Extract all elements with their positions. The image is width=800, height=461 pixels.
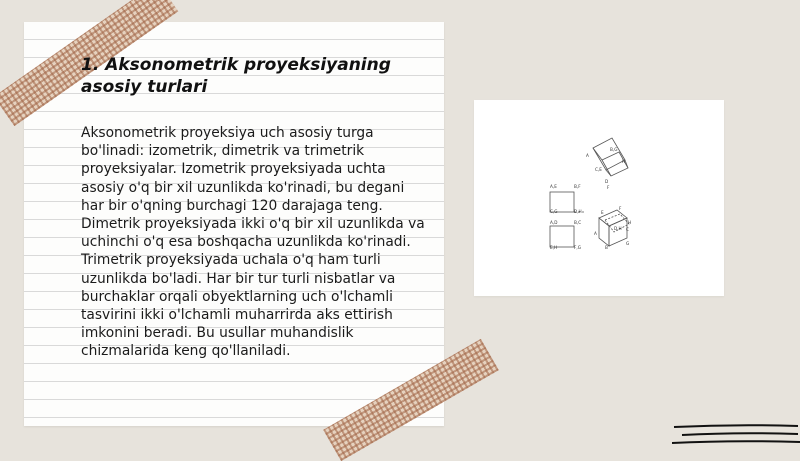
label-top-h: H xyxy=(622,159,626,164)
label-left-dh: D,H xyxy=(574,209,582,214)
label-iso-a: A xyxy=(594,231,597,236)
label-top-ce: C,E xyxy=(595,167,602,172)
label-left-ae: A,E xyxy=(550,184,557,189)
label-iso-b: B xyxy=(605,245,608,250)
label-top-bg: B,G xyxy=(610,147,618,152)
slide-title: 1. Aksonometrik proyeksiyaning asosiy turlari xyxy=(81,55,391,97)
projection-diagram xyxy=(474,100,724,296)
axonometric-projection-figure xyxy=(474,100,724,296)
label-iso-h2: H xyxy=(628,220,632,225)
label-iso-e: E xyxy=(601,210,604,215)
label-iso-g: G xyxy=(626,241,630,246)
top-cube-inner-face xyxy=(602,152,628,176)
side-view-square xyxy=(550,226,574,247)
label-left-bf: B,F xyxy=(574,184,581,189)
label-top-d: D xyxy=(605,179,609,184)
slide-body-text: Aksonometrik proyeksiya uch asosiy turga bo'linadi: izometrik, dimetrik va trimetrik proyeksiyalar. Izometrik proyeksiyada uchta asosiy o'q bir xil uzunlikda ko'rinadi, bu degani har bir o'qning burchagi 120 darajaga teng. Dimetrik proyeksiyada ikki o'q bir xil uzunlikda va uchinchi o'q esa boshqacha uzunlikda ko'rinadi. Trimetrik proyeksiyada uchala o'q ham turli uzunlikda bo'ladi. Har bir tur turli nisbatlar va burchaklar orqali obyektlarning uch o'lchamli tasvirini ikki o'lchamli muharrirda aks ettirish imkonini beradi. Bu usullar muhandislik chizmalarida keng qo'llaniladi. xyxy=(81,125,425,360)
label-left-fg: F,G xyxy=(574,245,581,250)
label-top-a: A xyxy=(586,153,589,158)
label-iso-c: C xyxy=(626,227,629,232)
label-iso-f: F xyxy=(619,206,622,211)
label-top-f: F xyxy=(607,185,610,190)
label-left-ad: A,D xyxy=(550,220,558,225)
label-left-bc: B,C xyxy=(574,220,582,225)
label-iso-dh: D,H xyxy=(614,226,622,231)
iso-cube-left xyxy=(599,218,609,246)
label-left-eh: E,H xyxy=(550,245,558,250)
decorative-lines xyxy=(672,422,800,446)
iso-cube-right xyxy=(609,218,630,246)
label-left-cg: C,G xyxy=(550,209,558,214)
